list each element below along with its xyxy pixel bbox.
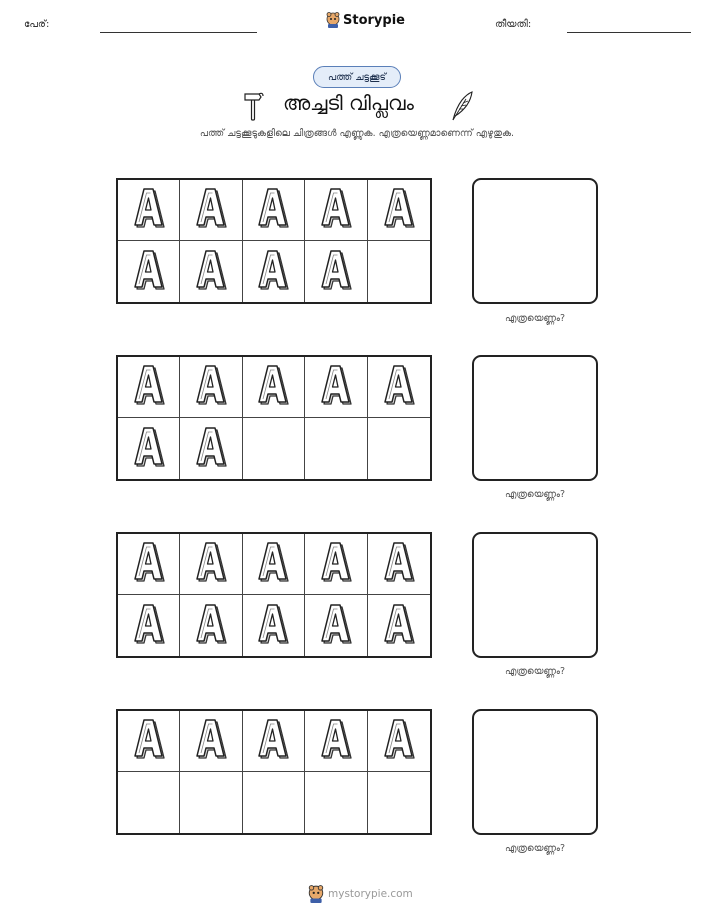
letter-a-block-icon (379, 185, 419, 235)
frame-cell (243, 180, 305, 241)
page-title: അച്ചടി വിപ്ലവം (283, 91, 414, 115)
letter-a-block-icon (379, 362, 419, 412)
letter-a-block-icon (253, 247, 293, 297)
frame-cell (368, 241, 430, 302)
letter-a-block-icon (129, 539, 169, 589)
letter-a-block-icon (253, 539, 293, 589)
frame-cell (305, 711, 367, 772)
frame-cell (180, 772, 242, 833)
letter-a-block-icon (191, 601, 231, 651)
name-line[interactable] (100, 32, 257, 33)
frame-cell (305, 772, 367, 833)
frame-cell (180, 418, 242, 479)
letter-a-block-icon (316, 539, 356, 589)
letter-a-block-icon (191, 716, 231, 766)
letter-a-block-icon (253, 185, 293, 235)
answer-prompt-4: എത്രയെണ്ണം? (504, 843, 566, 854)
frame-cell (305, 534, 367, 595)
frame-cell (243, 595, 305, 656)
frame-cell (180, 595, 242, 656)
frame-cell (243, 241, 305, 302)
letter-a-block-icon (379, 716, 419, 766)
footer (308, 885, 413, 903)
letter-a-block-icon (191, 424, 231, 474)
instructions: പത്ത് ചട്ടക്കൂടുകളിലെ ചിത്രങ്ങൾ എണ്ണുക. എത്രയെണ്ണമാണെന്ന് എഴുതുക. (199, 128, 515, 139)
frame-cell (118, 418, 180, 479)
answer-box-3[interactable] (472, 532, 598, 658)
footer-site: mystorypie.com (328, 888, 413, 900)
frame-cell (368, 418, 430, 479)
letter-a-block-icon (129, 362, 169, 412)
letter-a-block-icon (253, 716, 293, 766)
frame-cell (305, 418, 367, 479)
letter-a-block-icon (316, 601, 356, 651)
ten-frame-1 (116, 178, 432, 304)
frame-cell (118, 711, 180, 772)
frame-cell (305, 180, 367, 241)
frame-cell (368, 534, 430, 595)
letter-a-block-icon (316, 716, 356, 766)
name-label: പേര്: (24, 19, 50, 30)
date-line[interactable] (567, 32, 691, 33)
letter-a-block-icon (316, 185, 356, 235)
hammer-icon (242, 91, 264, 121)
letter-a-block-icon (316, 247, 356, 297)
letter-a-block-icon (253, 601, 293, 651)
letter-a-block-icon (129, 424, 169, 474)
frame-cell (243, 357, 305, 418)
frame-cell (180, 711, 242, 772)
frame-cell (118, 357, 180, 418)
letter-a-block-icon (129, 716, 169, 766)
letter-a-block-icon (129, 247, 169, 297)
frame-cell (118, 180, 180, 241)
letter-a-block-icon (191, 185, 231, 235)
frame-cell (368, 772, 430, 833)
frame-cell (368, 357, 430, 418)
frame-cell (180, 357, 242, 418)
letter-a-block-icon (129, 601, 169, 651)
answer-box-2[interactable] (472, 355, 598, 481)
frame-cell (180, 180, 242, 241)
date-label: തീയതി: (495, 19, 532, 30)
letter-a-block-icon (253, 362, 293, 412)
answer-box-4[interactable] (472, 709, 598, 835)
answer-box-1[interactable] (472, 178, 598, 304)
ten-frame-4 (116, 709, 432, 835)
letter-a-block-icon (379, 539, 419, 589)
frame-cell (243, 534, 305, 595)
frame-cell (305, 595, 367, 656)
brand-name: Storypie (343, 12, 405, 28)
frame-cell (243, 772, 305, 833)
frame-cell (118, 534, 180, 595)
letter-a-block-icon (129, 185, 169, 235)
frame-cell (118, 595, 180, 656)
letter-a-block-icon (191, 362, 231, 412)
answer-prompt-3: എത്രയെണ്ണം? (504, 666, 566, 677)
answer-prompt-2: എത്രയെണ്ണം? (504, 489, 566, 500)
letter-a-block-icon (379, 601, 419, 651)
frame-cell (180, 241, 242, 302)
frame-cell (118, 241, 180, 302)
mascot-icon (326, 12, 340, 28)
frame-cell (243, 711, 305, 772)
frame-cell (368, 595, 430, 656)
mascot-icon (308, 885, 324, 903)
brand-logo (326, 12, 405, 28)
letter-a-block-icon (191, 539, 231, 589)
frame-cell (305, 357, 367, 418)
frame-cell (305, 241, 367, 302)
quill-icon (450, 90, 474, 122)
frame-cell (118, 772, 180, 833)
letter-a-block-icon (316, 362, 356, 412)
ten-frame-2 (116, 355, 432, 481)
answer-prompt-1: എത്രയെണ്ണം? (504, 313, 566, 324)
ten-frame-3 (116, 532, 432, 658)
worksheet-tag: പത്ത് ചട്ടക്കൂട് (313, 66, 401, 88)
frame-cell (243, 418, 305, 479)
letter-a-block-icon (191, 247, 231, 297)
frame-cell (368, 711, 430, 772)
frame-cell (368, 180, 430, 241)
frame-cell (180, 534, 242, 595)
